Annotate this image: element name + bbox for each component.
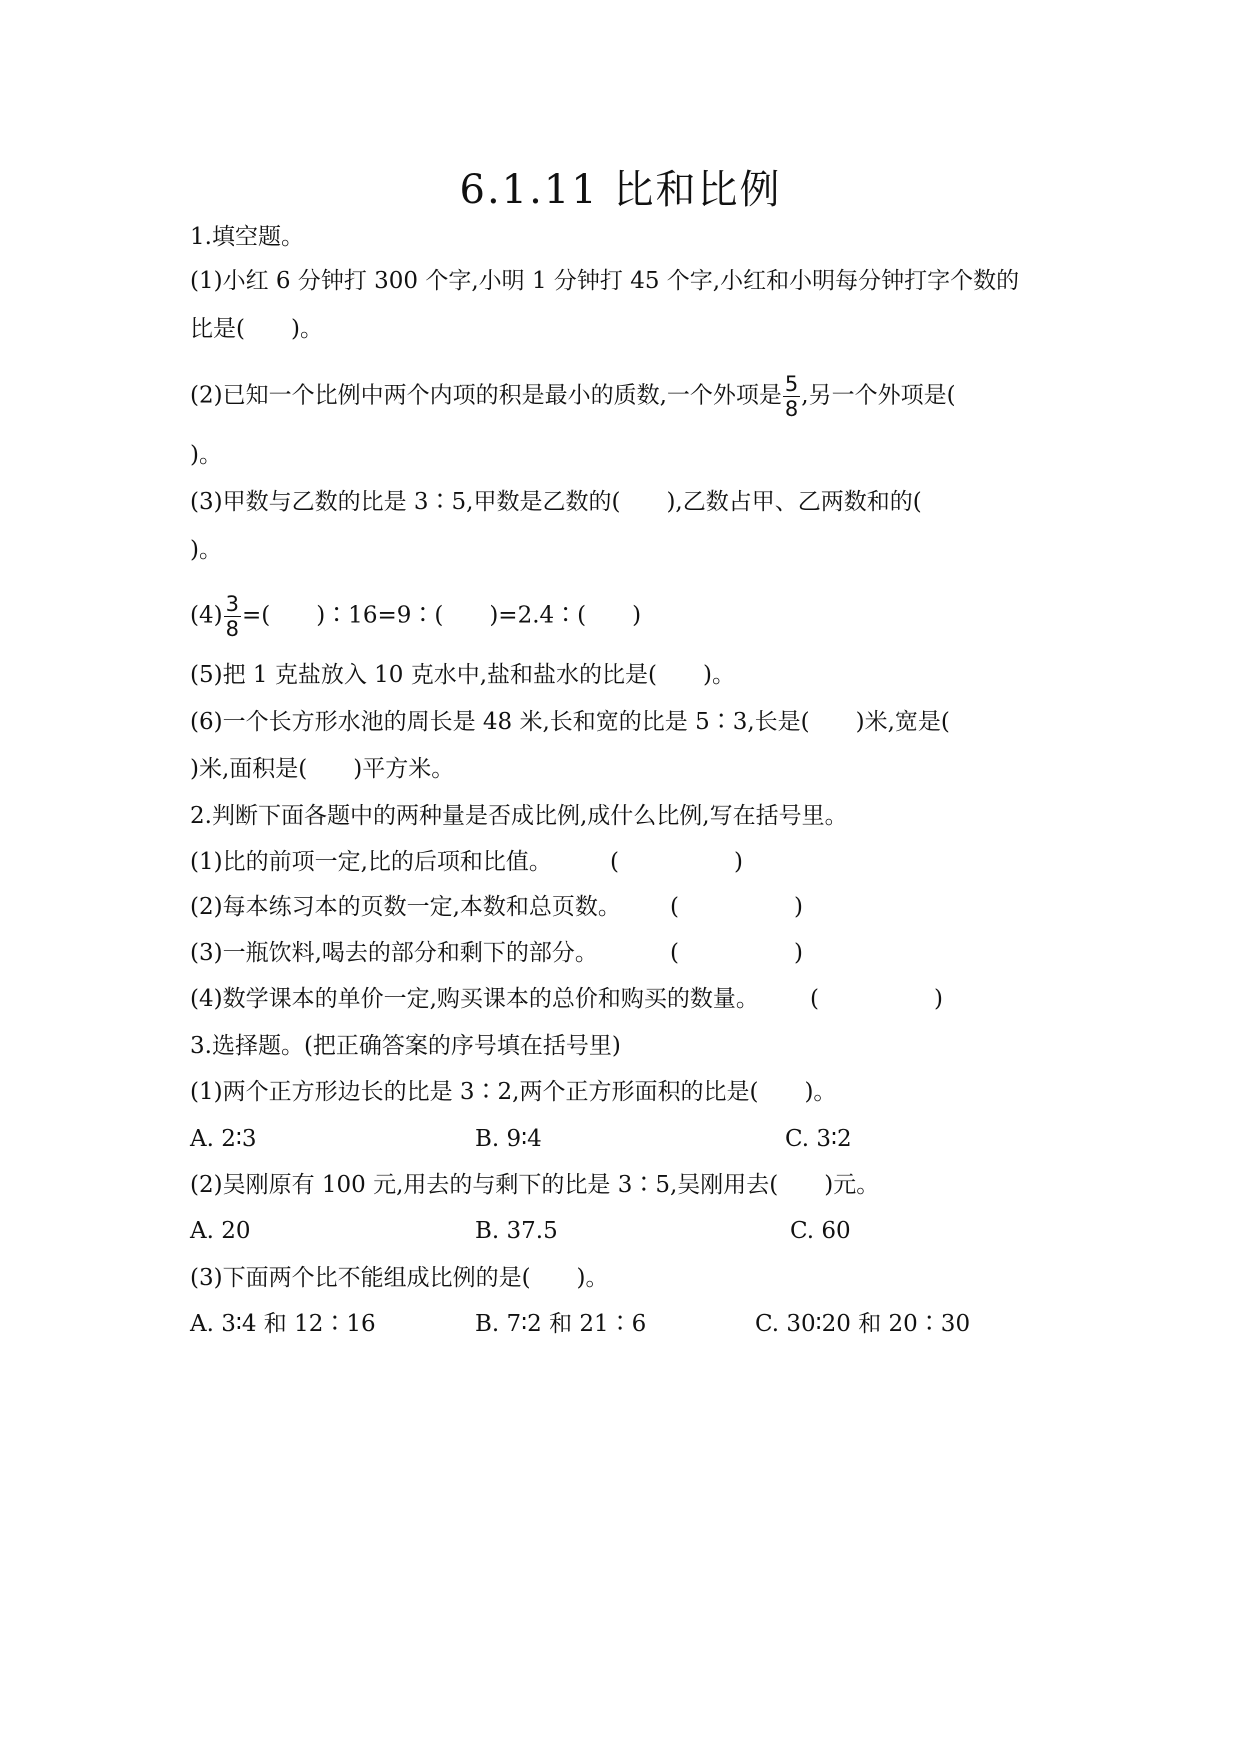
judge-item-text: (1)比的前项一定,比的后项和比值。 xyxy=(190,849,552,875)
fraction-denominator: 8 xyxy=(225,617,239,641)
judge-item-text: (4)数学课本的单价一定,购买课本的总价和购买的数量。 xyxy=(190,986,759,1012)
judge-answer-blank: ( ) xyxy=(670,894,803,920)
q1-4-rest: =( )∶16=9∶( )=2.4∶( ) xyxy=(241,602,642,629)
q1-2-text-before: (2)已知一个比例中两个内项的积是最小的质数,一个外项是 xyxy=(190,382,782,409)
fraction-denominator: 8 xyxy=(784,397,799,421)
q1-1-line2: 比是( )。 xyxy=(190,316,323,342)
choice-option-c: C. 30∶20 和 20∶30 xyxy=(755,1311,971,1337)
q1-4-prefix: (4) xyxy=(190,602,223,629)
q1-3-line2: )。 xyxy=(190,537,222,563)
judge-item-text: (2)每本练习本的页数一定,本数和总页数。 xyxy=(190,894,621,920)
judge-item xyxy=(190,938,803,968)
q1-2-line1 xyxy=(190,372,956,421)
choice-option-c: C. 3∶2 xyxy=(785,1126,852,1152)
choice-question-stem: (1)两个正方形边长的比是 3∶2,两个正方形面积的比是( )。 xyxy=(190,1079,837,1105)
judge-answer-blank: ( ) xyxy=(810,986,943,1012)
q1-1-line1: (1)小红 6 分钟打 300 个字,小明 1 分钟打 45 个字,小红和小明每分钟打字个数的 xyxy=(190,268,1020,294)
judge-item-text: (3)一瓶饮料,喝去的部分和剩下的部分。 xyxy=(190,940,598,966)
section-2-heading: 2.判断下面各题中的两种量是否成比例,成什么比例,写在括号里。 xyxy=(190,803,848,829)
fraction-numerator: 5 xyxy=(784,372,799,396)
fraction-3-8 xyxy=(224,592,241,641)
q1-6-line1: (6)一个长方形水池的周长是 48 米,长和宽的比是 5∶3,长是( )米,宽是( xyxy=(190,709,950,735)
judge-item xyxy=(190,847,743,877)
q1-3-line1: (3)甲数与乙数的比是 3∶5,甲数是乙数的( ),乙数占甲、乙两数和的( xyxy=(190,489,922,515)
choice-question-stem: (2)吴刚原有 100 元,用去的与剩下的比是 3∶5,吴刚用去( )元。 xyxy=(190,1172,880,1198)
judge-item xyxy=(190,984,943,1014)
page-title: 6.1.11 比和比例 xyxy=(459,167,782,213)
section-1-heading: 1.填空题。 xyxy=(190,224,304,250)
choice-option-c: C. 60 xyxy=(790,1218,851,1244)
choice-option-b: B. 9∶4 xyxy=(475,1126,542,1152)
q1-4-line xyxy=(190,592,641,641)
q1-2-text-after: ,另一个外项是( xyxy=(801,382,956,409)
judge-item xyxy=(190,892,803,922)
section-3-heading: 3.选择题。(把正确答案的序号填在括号里) xyxy=(190,1033,621,1059)
q1-5-line: (5)把 1 克盐放入 10 克水中,盐和盐水的比是( )。 xyxy=(190,662,735,688)
choice-option-a: A. 3∶4 和 12∶16 xyxy=(190,1311,376,1337)
choice-option-b: B. 37.5 xyxy=(475,1218,558,1244)
choice-option-a: A. 2∶3 xyxy=(190,1126,257,1152)
judge-answer-blank: ( ) xyxy=(670,940,803,966)
fraction-numerator: 3 xyxy=(225,592,239,616)
choice-question-stem: (3)下面两个比不能组成比例的是( )。 xyxy=(190,1265,609,1291)
choice-option-a: A. 20 xyxy=(190,1218,251,1244)
fraction-5-8 xyxy=(783,372,800,421)
q1-6-line2: )米,面积是( )平方米。 xyxy=(190,756,455,782)
judge-answer-blank: ( ) xyxy=(610,849,743,875)
choice-option-b: B. 7∶2 和 21∶6 xyxy=(475,1311,647,1337)
q1-2-line2: )。 xyxy=(190,442,222,468)
